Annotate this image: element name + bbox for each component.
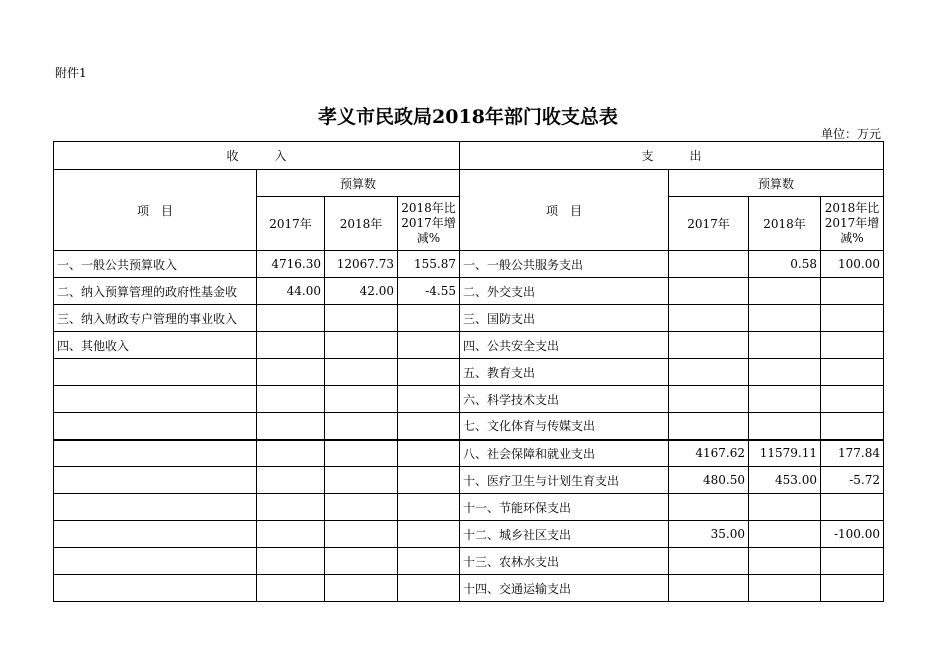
expense-change-cell: 100.00 [821, 251, 884, 278]
expense-item-cell: 七、文化体育与传媒支出 [460, 413, 669, 440]
income-2017-cell [257, 548, 325, 575]
income-2018-cell [325, 494, 398, 521]
income-item-header: 项 目 [54, 170, 257, 251]
expense-change-cell [821, 305, 884, 332]
income-item-cell [54, 359, 257, 386]
income-2017-cell [257, 359, 325, 386]
expense-change-cell [821, 548, 884, 575]
income-2018-cell [325, 332, 398, 359]
income-2017-cell [257, 494, 325, 521]
expense-2018-cell [749, 521, 821, 548]
expense-2018-cell: 453.00 [749, 467, 821, 494]
unit-label: 单位：万元 [820, 127, 881, 141]
income-2017-cell: 44.00 [257, 278, 325, 305]
expense-2017-cell [669, 278, 749, 305]
income-2017-cell [257, 386, 325, 413]
table-row [54, 386, 884, 413]
expense-change-cell [821, 575, 884, 602]
expense-2017-cell [669, 386, 749, 413]
expense-col-change: 2018年比2017年增减% [821, 197, 884, 251]
income-2018-cell [325, 359, 398, 386]
income-2018-cell [325, 305, 398, 332]
expense-change-cell: -5.72 [821, 467, 884, 494]
expense-budget-header: 预算数 [669, 170, 884, 197]
income-2018-cell: 12067.73 [325, 251, 398, 278]
expense-item-cell: 二、外交支出 [460, 278, 669, 305]
expense-change-cell [821, 494, 884, 521]
income-item-cell [54, 386, 257, 413]
expense-2017-cell [669, 548, 749, 575]
expense-item-cell: 八、社会保障和就业支出 [460, 440, 669, 467]
table-row [54, 548, 884, 575]
table-row [54, 575, 884, 602]
table-row [54, 494, 884, 521]
table-row [54, 440, 884, 467]
income-item-cell [54, 548, 257, 575]
expense-2018-cell [749, 278, 821, 305]
expense-item-cell: 一、一般公共服务支出 [460, 251, 669, 278]
expense-2018-cell [749, 305, 821, 332]
table-row [54, 305, 884, 332]
income-item-cell: 二、纳入预算管理的政府性基金收 [54, 278, 257, 305]
table-row [54, 251, 884, 278]
income-change-cell [398, 386, 460, 413]
table-row [54, 359, 884, 386]
income-item-cell [54, 575, 257, 602]
table-row [54, 332, 884, 359]
income-2018-cell [325, 548, 398, 575]
expense-2017-cell [669, 305, 749, 332]
income-item-cell [54, 467, 257, 494]
expense-item-cell: 十三、农林水支出 [460, 548, 669, 575]
attachment-label: 附件1 [55, 66, 87, 80]
table-row [54, 467, 884, 494]
income-item-cell [54, 413, 257, 440]
expense-2017-cell: 4167.62 [669, 440, 749, 467]
expense-2017-cell [669, 359, 749, 386]
income-budget-header: 预算数 [257, 170, 460, 197]
income-change-cell [398, 359, 460, 386]
expense-2017-cell [669, 494, 749, 521]
expense-item-cell: 三、国防支出 [460, 305, 669, 332]
income-2018-cell [325, 575, 398, 602]
table-row [54, 521, 884, 548]
income-col-2017: 2017年 [257, 197, 325, 251]
expense-item-cell: 十四、交通运输支出 [460, 575, 669, 602]
expense-2017-cell [669, 332, 749, 359]
income-2018-cell [325, 386, 398, 413]
expense-change-cell: 177.84 [821, 440, 884, 467]
income-header: 收 入 [54, 142, 460, 170]
expense-item-cell: 五、教育支出 [460, 359, 669, 386]
expense-change-cell [821, 332, 884, 359]
income-change-cell: -4.55 [398, 278, 460, 305]
income-change-cell [398, 494, 460, 521]
expense-2017-cell [669, 413, 749, 440]
income-change-cell [398, 332, 460, 359]
income-col-2018: 2018年 [325, 197, 398, 251]
expense-2018-cell [749, 548, 821, 575]
income-2017-cell [257, 305, 325, 332]
expense-change-cell [821, 278, 884, 305]
table-row [54, 413, 884, 440]
expense-item-cell: 十一、节能环保支出 [460, 494, 669, 521]
income-change-cell [398, 548, 460, 575]
expense-change-cell [821, 413, 884, 440]
income-2017-cell [257, 521, 325, 548]
expense-2017-cell: 480.50 [669, 467, 749, 494]
income-2017-cell [257, 413, 325, 440]
income-change-cell [398, 413, 460, 440]
income-item-cell: 一、一般公共预算收入 [54, 251, 257, 278]
expense-2017-cell [669, 575, 749, 602]
income-change-cell [398, 521, 460, 548]
income-item-cell [54, 440, 257, 467]
expense-item-header: 项 目 [460, 170, 669, 251]
budget-table [53, 141, 884, 602]
income-2017-cell [257, 440, 325, 467]
expense-2018-cell [749, 332, 821, 359]
expense-2018-cell: 0.58 [749, 251, 821, 278]
income-item-cell: 三、纳入财政专户管理的事业收入 [54, 305, 257, 332]
income-2018-cell [325, 521, 398, 548]
expense-item-cell: 四、公共安全支出 [460, 332, 669, 359]
income-change-cell: 155.87 [398, 251, 460, 278]
expense-2018-cell [749, 413, 821, 440]
expense-2018-cell [749, 386, 821, 413]
income-2017-cell [257, 332, 325, 359]
income-2018-cell [325, 413, 398, 440]
table-row [54, 278, 884, 305]
expense-change-cell [821, 359, 884, 386]
expense-2018-cell [749, 575, 821, 602]
income-change-cell [398, 305, 460, 332]
expense-item-cell: 六、科学技术支出 [460, 386, 669, 413]
income-2017-cell: 4716.30 [257, 251, 325, 278]
expense-header: 支 出 [460, 142, 884, 170]
income-change-cell [398, 467, 460, 494]
expense-2017-cell: 35.00 [669, 521, 749, 548]
expense-2018-cell [749, 359, 821, 386]
expense-item-cell: 十、医疗卫生与计划生育支出 [460, 467, 669, 494]
income-2017-cell [257, 467, 325, 494]
income-col-change: 2018年比2017年增减% [398, 197, 460, 251]
expense-col-2017: 2017年 [669, 197, 749, 251]
income-2018-cell [325, 467, 398, 494]
income-change-cell [398, 440, 460, 467]
income-2018-cell: 42.00 [325, 278, 398, 305]
expense-2017-cell [669, 251, 749, 278]
income-item-cell: 四、其他收入 [54, 332, 257, 359]
income-item-cell [54, 494, 257, 521]
expense-2018-cell: 11579.11 [749, 440, 821, 467]
expense-col-2018: 2018年 [749, 197, 821, 251]
expense-change-cell: -100.00 [821, 521, 884, 548]
expense-item-cell: 十二、城乡社区支出 [460, 521, 669, 548]
income-2018-cell [325, 440, 398, 467]
page-title: 孝义市民政局2018年部门收支总表 [318, 106, 618, 128]
income-2017-cell [257, 575, 325, 602]
income-change-cell [398, 575, 460, 602]
expense-2018-cell [749, 494, 821, 521]
income-item-cell [54, 521, 257, 548]
expense-change-cell [821, 386, 884, 413]
